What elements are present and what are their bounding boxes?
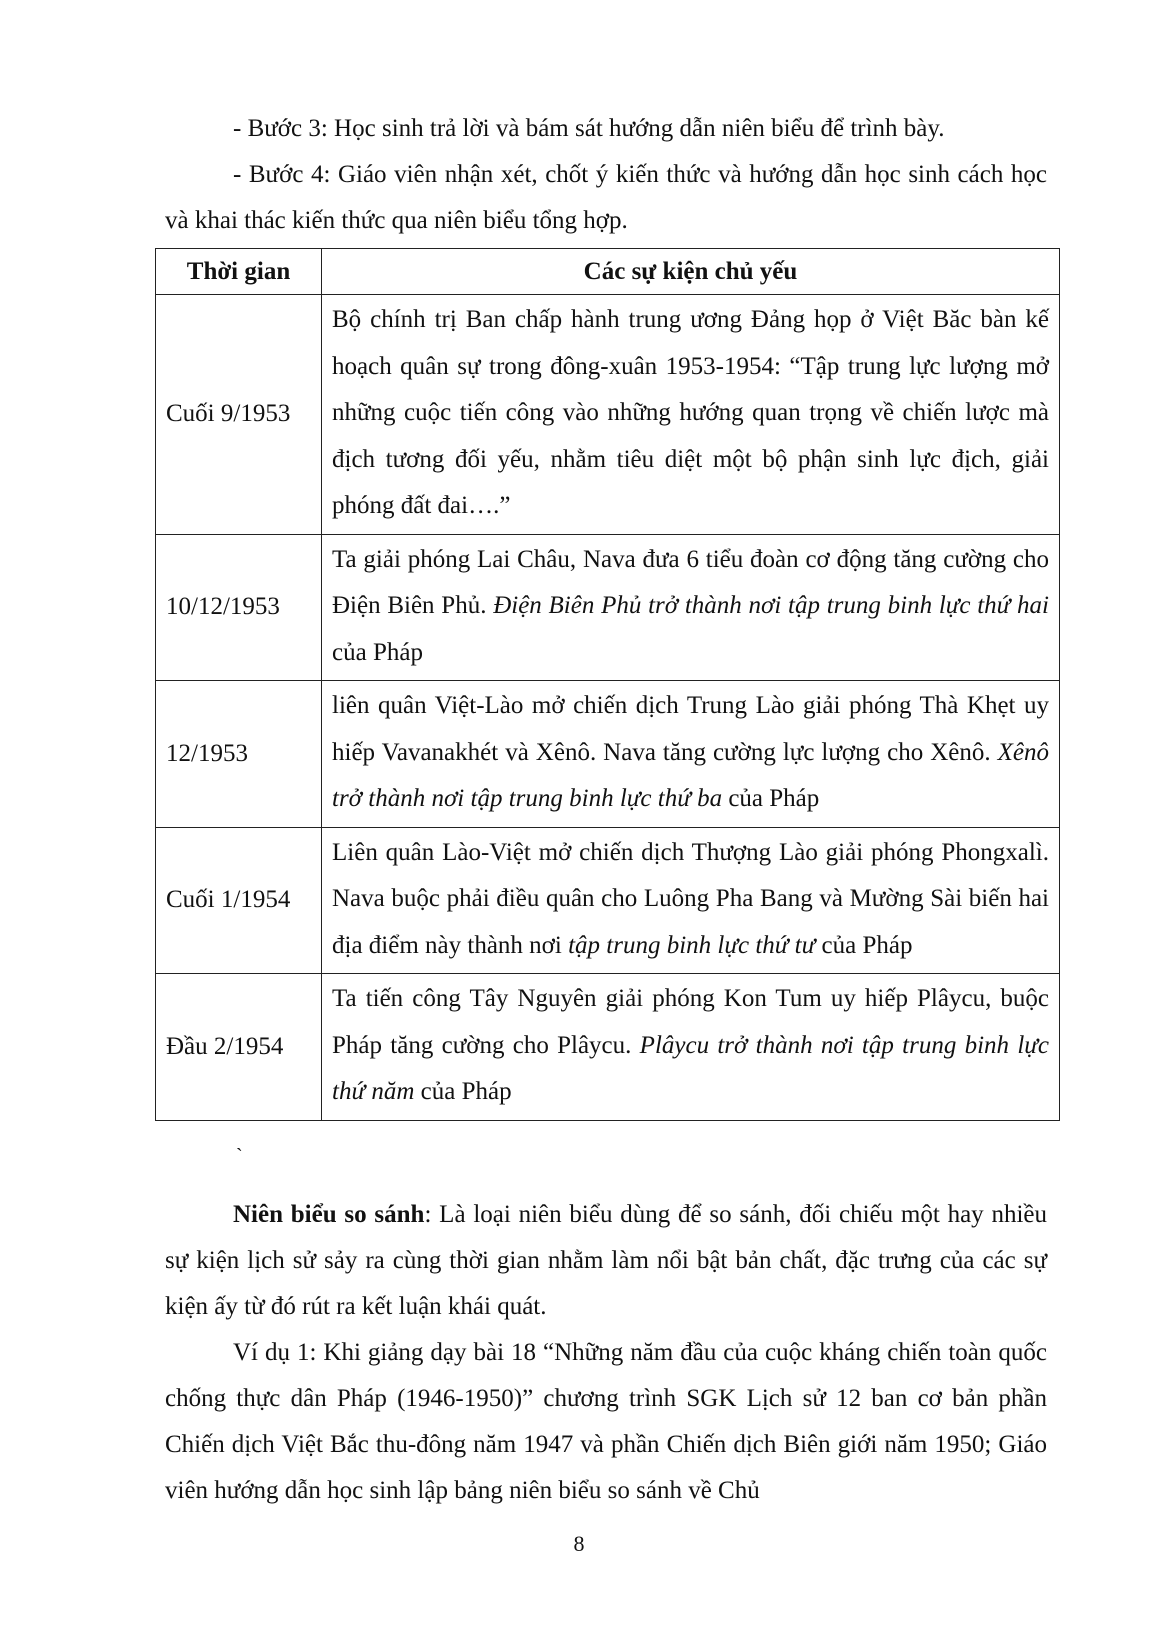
step-3-paragraph: - Bước 3: Học sinh trả lời và bám sát hướng dẫn niên biểu để trình bày. <box>233 115 945 142</box>
event-tail: của Pháp <box>414 1078 512 1105</box>
row-event <box>322 827 1060 974</box>
comparison-term: Niên biểu so sánh <box>233 1201 425 1228</box>
row-time: Cuối 9/1953 <box>156 295 322 535</box>
table-row <box>156 295 1060 535</box>
row-event <box>322 295 1060 535</box>
event-tail: của Pháp <box>332 638 423 666</box>
table-row <box>156 534 1060 681</box>
row-time: 10/12/1953 <box>156 534 322 681</box>
header-time: Thời gian <box>156 249 322 295</box>
comparison-paragraph <box>165 1192 1047 1330</box>
table-row <box>156 974 1060 1121</box>
row-time: Cuối 1/1954 <box>156 827 322 974</box>
event-emphasis: Plâycu trở thành nơi tập trung binh lực thứ năm <box>332 1031 1049 1105</box>
row-event <box>322 534 1060 681</box>
event-emphasis: Điện Biên Phủ trở thành nơi tập trung binh lực thứ hai <box>493 592 1050 619</box>
header-events: Các sự kiện chủ yếu <box>322 249 1060 295</box>
comparison-definition: : Là loại niên biểu dùng để so sánh, đối chiếu một hay nhiều sự kiện lịch sử sảy ra cùng thời gian nhằm làm nổi bật bản chất, đặc trưng của các sự kiện ấy từ đó rút ra kết luận khái quát. <box>165 1201 1047 1320</box>
row-time: Đầu 2/1954 <box>156 974 322 1121</box>
event-text: liên quân Việt-Lào mở chiến dịch Trung Lào giải phóng Thà Khẹt uy hiếp Vavanakhét và Xênô. Nava tăng cường lực lượng cho Xênô. <box>332 692 1049 766</box>
row-time: 12/1953 <box>156 681 322 828</box>
page-number: 8 <box>573 1531 585 1556</box>
event-emphasis: tập trung binh lực thứ tư <box>568 931 816 959</box>
event-tail: của Pháp <box>722 785 820 812</box>
table-row <box>156 827 1060 974</box>
table-row <box>156 681 1060 828</box>
event-text: Ta giải phóng Lai Châu, Nava đưa 6 tiểu đoàn cơ động tăng cường cho Điện Biên Phủ. <box>332 545 1049 619</box>
table-header-row <box>156 249 1060 295</box>
example-paragraph: Ví dụ 1: Khi giảng dạy bài 18 “Những năm đầu của cuộc kháng chiến toàn quốc chống thực dân Pháp (1946-1950)” chương trình SGK Lịch sử 12 ban cơ bản phần Chiến dịch Việt Bắc thu-đông năm 1947 và phần Chiến dịch Biên giới năm 1950; Giáo viên hướng dẫn học sinh lập bảng niên biểu so sánh về Chủ <box>165 1339 1047 1504</box>
row-event <box>322 681 1060 828</box>
row-event <box>322 974 1060 1121</box>
chronology-table <box>155 248 1060 1121</box>
event-tail: của Pháp <box>815 931 913 959</box>
step-4-paragraph: - Bước 4: Giáo viên nhận xét, chốt ý kiến thức và hướng dẫn học sinh cách học và khai thác kiến thức qua niên biểu tổng hợp. <box>165 161 1047 234</box>
event-text: Bộ chính trị Ban chấp hành trung ương Đảng họp ở Việt Băc bàn kế hoạch quân sự trong đông-xuân 1953-1954: “Tập trung lực lượng mở những cuộc tiến công vào những hướng quan trọng về chiến lược mà địch tương đối yếu, nhằm tiêu diệt một bộ phận sinh lực địch, giải phóng đất đai….” <box>332 306 1049 519</box>
event-text: Ta tiến công Tây Nguyên giải phóng Kon Tum uy hiếp Plâycu, buộc Pháp tăng cường cho Plâycu. <box>332 985 1049 1059</box>
event-text: Liên quân Lào-Việt mở chiến dịch Thượng Lào giải phóng Phongxalì. Nava buộc phải điều quân cho Luông Pha Bang và Mường Sài biến hai địa điểm này thành nơi <box>332 838 1049 959</box>
stray-mark: ` <box>236 1145 243 1167</box>
event-emphasis: Xênô trở thành nơi tập trung binh lực thứ ba <box>332 738 1049 812</box>
